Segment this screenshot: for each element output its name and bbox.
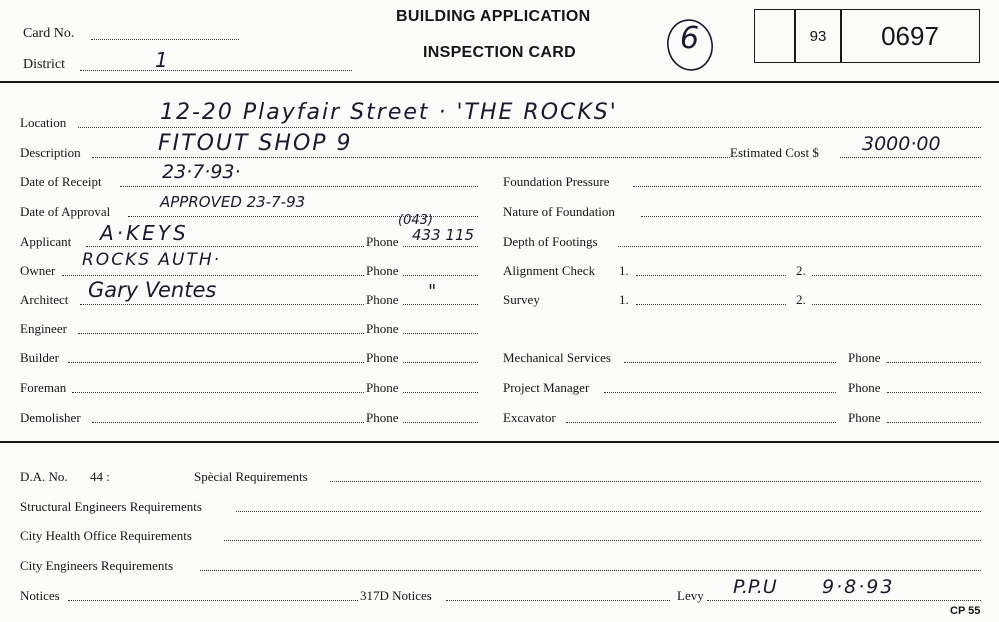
location-field[interactable] bbox=[78, 127, 981, 128]
form-code: CP 55 bbox=[950, 605, 981, 617]
levy-value: P.P.U bbox=[733, 576, 777, 598]
excavator-label: Excavator bbox=[503, 410, 556, 425]
estimated-cost-value: 3000·00 bbox=[862, 133, 941, 155]
date-of-approval-label: Date of Approval bbox=[20, 204, 111, 219]
alignment-check-item-1: 1. bbox=[619, 263, 629, 278]
engineer-phone-field[interactable] bbox=[403, 333, 478, 334]
project-manager-phone-label: Phone bbox=[848, 380, 881, 395]
architect-field[interactable] bbox=[80, 304, 364, 305]
survey-item-1: 1. bbox=[619, 292, 629, 307]
excavator-field[interactable] bbox=[566, 422, 836, 423]
survey-label: Survey bbox=[503, 292, 540, 307]
mechanical-services-label: Mechanical Services bbox=[503, 350, 611, 365]
applicant-field[interactable] bbox=[86, 246, 364, 247]
applicant-phone-field[interactable] bbox=[403, 246, 478, 247]
alignment-check-field-2[interactable] bbox=[812, 275, 981, 276]
depth-of-footings-field[interactable] bbox=[618, 246, 981, 247]
special-requirements-field[interactable] bbox=[330, 481, 981, 482]
notices-field[interactable] bbox=[68, 600, 358, 601]
description-field[interactable] bbox=[92, 157, 730, 158]
location-value: 12-20 Playfair Street · 'THE ROCKS' bbox=[160, 100, 618, 125]
mechanical-services-phone-label: Phone bbox=[848, 350, 881, 365]
survey-item-2: 2. bbox=[796, 292, 806, 307]
317d-notices-field[interactable] bbox=[446, 600, 670, 601]
health-requirements-field[interactable] bbox=[224, 540, 981, 541]
blank-box bbox=[754, 9, 796, 63]
demolisher-field[interactable] bbox=[92, 422, 364, 423]
health-requirements-label: City Health Office Requirements bbox=[20, 528, 192, 543]
excavator-phone-field[interactable] bbox=[887, 422, 981, 423]
foreman-phone-label: Phone bbox=[366, 380, 399, 395]
card-no-label: Card No. bbox=[23, 26, 75, 41]
engineer-phone-label: Phone bbox=[366, 321, 399, 336]
mechanical-services-field[interactable] bbox=[624, 362, 836, 363]
owner-field[interactable] bbox=[62, 275, 364, 276]
excavator-phone-label: Phone bbox=[848, 410, 881, 425]
applicant-phone-area: (043) bbox=[398, 213, 433, 228]
architect-phone-label: Phone bbox=[366, 292, 399, 307]
da-no-label: D.A. No. bbox=[20, 469, 68, 484]
foreman-phone-field[interactable] bbox=[403, 392, 478, 393]
description-label: Description bbox=[20, 145, 81, 160]
city-engineers-requirements-label: City Engineers Requirements bbox=[20, 558, 174, 573]
notices-label: Notices bbox=[20, 588, 60, 603]
levy-label: Levy bbox=[677, 588, 704, 603]
district-label: District bbox=[23, 57, 65, 72]
foreman-field[interactable] bbox=[72, 392, 364, 393]
circled-number: 6 bbox=[680, 21, 700, 56]
card-no-field[interactable] bbox=[91, 39, 239, 40]
demolisher-phone-label: Phone bbox=[366, 410, 399, 425]
structural-requirements-label: Structural Engineers Requirements bbox=[20, 499, 202, 514]
builder-label: Builder bbox=[20, 350, 59, 365]
location-label: Location bbox=[20, 115, 67, 130]
foundation-pressure-field[interactable] bbox=[633, 186, 981, 187]
divider-bottom bbox=[0, 441, 999, 443]
owner-phone-field[interactable] bbox=[403, 275, 478, 276]
city-engineers-requirements-field[interactable] bbox=[200, 570, 981, 571]
demolisher-label: Demolisher bbox=[20, 410, 81, 425]
foundation-pressure-label: Foundation Pressure bbox=[503, 174, 610, 189]
year-box: 93 bbox=[794, 9, 842, 63]
builder-field[interactable] bbox=[68, 362, 364, 363]
architect-phone-value: " bbox=[428, 281, 437, 302]
special-requirements-label: Spècial Requirements bbox=[194, 469, 308, 484]
estimated-cost-label: Estimated Cost $ bbox=[730, 145, 819, 160]
date-of-approval-value: APPROVED 23-7-93 bbox=[160, 193, 306, 211]
alignment-check-field-1[interactable] bbox=[636, 275, 786, 276]
alignment-check-item-2: 2. bbox=[796, 263, 806, 278]
title-line-2: INSPECTION CARD bbox=[423, 44, 576, 61]
nature-of-foundation-field[interactable] bbox=[641, 216, 981, 217]
owner-value: ROCKS AUTH· bbox=[82, 250, 222, 270]
da-no-value: 44 : bbox=[90, 469, 110, 484]
mechanical-services-phone-field[interactable] bbox=[887, 362, 981, 363]
architect-phone-field[interactable] bbox=[403, 304, 478, 305]
owner-label: Owner bbox=[20, 263, 56, 278]
district-value: 1 bbox=[155, 48, 168, 72]
number-box: 0697 bbox=[840, 9, 980, 63]
demolisher-phone-field[interactable] bbox=[403, 422, 478, 423]
owner-phone-label: Phone bbox=[366, 263, 399, 278]
title-line-1: BUILDING APPLICATION bbox=[396, 8, 591, 25]
date-of-receipt-value: 23·7·93· bbox=[162, 161, 241, 183]
foreman-label: Foreman bbox=[20, 380, 67, 395]
date-of-receipt-label: Date of Receipt bbox=[20, 174, 102, 189]
survey-field-2[interactable] bbox=[812, 304, 981, 305]
date-of-receipt-field[interactable] bbox=[120, 186, 478, 187]
description-value: FITOUT SHOP 9 bbox=[158, 131, 353, 156]
project-manager-field[interactable] bbox=[604, 392, 836, 393]
estimated-cost-field[interactable] bbox=[840, 157, 981, 158]
applicant-value: A·KEYS bbox=[100, 221, 189, 245]
alignment-check-label: Alignment Check bbox=[503, 263, 596, 278]
architect-value: Gary Ventes bbox=[88, 278, 217, 302]
survey-field-1[interactable] bbox=[636, 304, 786, 305]
levy-date: 9·8·93 bbox=[822, 576, 895, 598]
project-manager-phone-field[interactable] bbox=[887, 392, 981, 393]
depth-of-footings-label: Depth of Footings bbox=[503, 234, 598, 249]
engineer-field[interactable] bbox=[78, 333, 364, 334]
applicant-phone-label: Phone bbox=[366, 234, 399, 249]
divider-top bbox=[0, 81, 999, 83]
project-manager-label: Project Manager bbox=[503, 380, 590, 395]
district-field[interactable] bbox=[80, 70, 352, 71]
applicant-phone-number: 433 115 bbox=[412, 226, 475, 244]
applicant-label: Applicant bbox=[20, 234, 72, 249]
317d-notices-label: 317D Notices bbox=[360, 588, 432, 603]
architect-label: Architect bbox=[20, 292, 69, 307]
levy-field[interactable] bbox=[707, 600, 981, 601]
structural-requirements-field[interactable] bbox=[236, 511, 981, 512]
engineer-label: Engineer bbox=[20, 321, 67, 336]
nature-of-foundation-label: Nature of Foundation bbox=[503, 204, 615, 219]
builder-phone-label: Phone bbox=[366, 350, 399, 365]
builder-phone-field[interactable] bbox=[403, 362, 478, 363]
